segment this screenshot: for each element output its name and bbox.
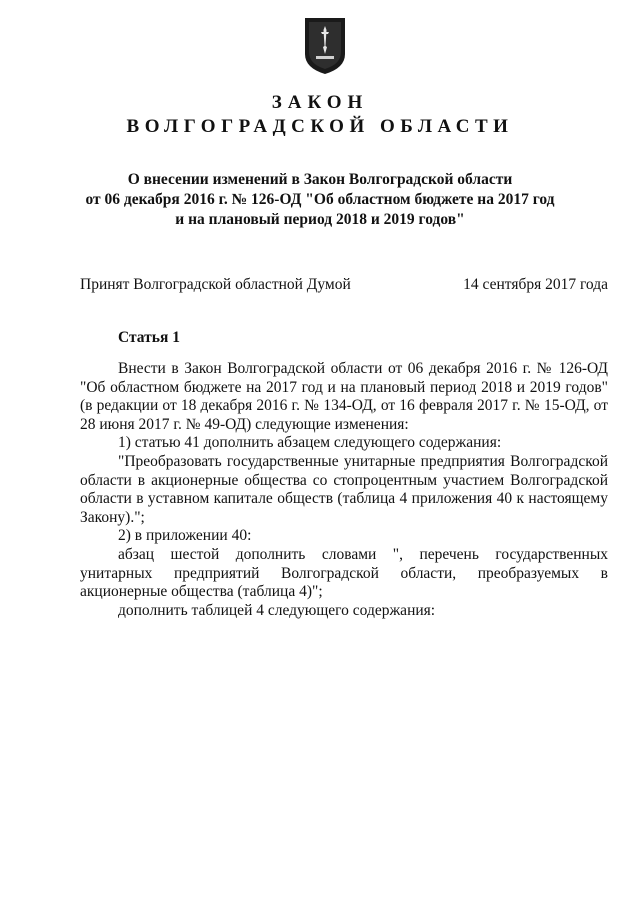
article-body bbox=[80, 360, 608, 620]
sixth-paragraph-amendment: абзац шестой дополнить словами ", перечень государственных унитарных предприятий Волгоградской области, преобразуемых в акционерные общества (таблица 4)"; bbox=[80, 545, 608, 601]
adoption-date: 14 сентября 2017 года bbox=[463, 276, 608, 293]
subject-line: О внесении изменений в Закон Волгоградской области bbox=[127, 171, 513, 188]
subject-line: и на плановый период 2018 и 2019 годов" bbox=[175, 211, 465, 228]
subject-line: от 06 декабря 2016 г. № 126-ОД "Об областном бюджете на 2017 год bbox=[85, 191, 555, 208]
law-subject bbox=[0, 170, 640, 230]
quoted-paragraph: "Преобразовать государственные унитарные предприятия Волгоградской области в акционерные общества со стопроцентным участием Волгоградской области в уставном капитале обществ (таблица 4 приложения 40 к настоящему Закону)."; bbox=[80, 452, 608, 526]
intro-paragraph: Внести в Закон Волгоградской области от 06 декабря 2016 г. № 126-ОД "Об областном бюджете на 2017 год и на плановый период 2018 и 2019 годов" (в редакции от 18 декабря 2016 г. № 134-ОД, от 16 февраля 2017 г. № 15-ОД, от 28 июня 2017 г. № 49-ОД) следующие изменения: bbox=[80, 360, 608, 433]
adopted-by-text: Принят Волгоградской областной Думой bbox=[80, 276, 351, 293]
item-2: 2) в приложении 40: bbox=[118, 527, 252, 545]
item-1: 1) статью 41 дополнить абзацем следующего содержания: bbox=[118, 434, 502, 452]
table-addition-paragraph: дополнить таблицей 4 следующего содержания: bbox=[118, 601, 436, 619]
document-type-title: ЗАКОН bbox=[271, 92, 369, 113]
region-title: ВОЛГОГРАДСКОЙ ОБЛАСТИ bbox=[126, 116, 514, 137]
article-heading: Статья 1 bbox=[118, 329, 180, 346]
coat-of-arms-emblem bbox=[302, 16, 348, 76]
